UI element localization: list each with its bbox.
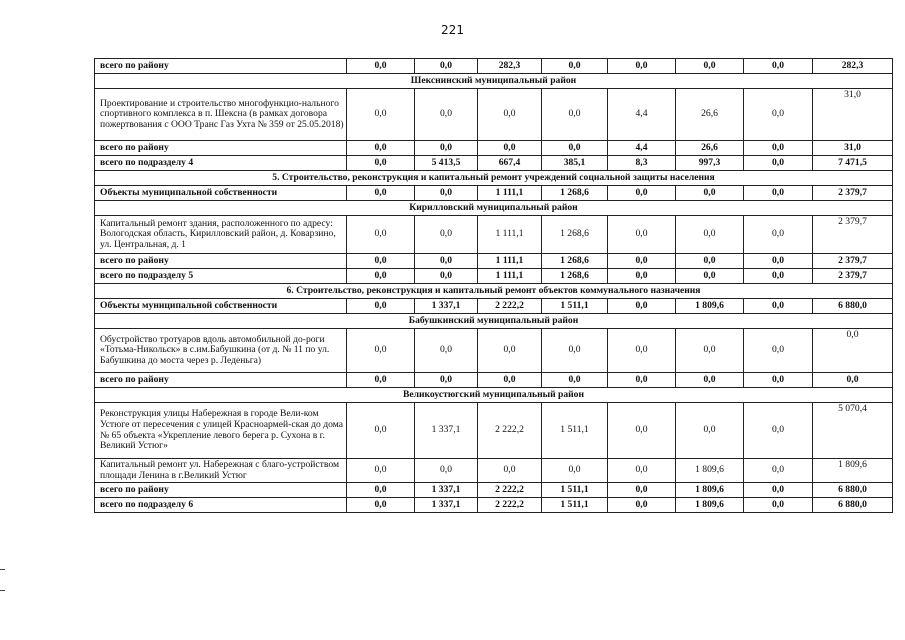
cell-value: 4,4 xyxy=(608,89,676,141)
cell-value: 1 511,1 xyxy=(542,299,608,314)
cell-value: 1 511,1 xyxy=(542,403,608,459)
cell-value: 0,0 xyxy=(608,254,676,269)
table-row xyxy=(95,59,893,74)
row-name: Капитальный ремонт здания, расположенного по адресу: Вологодская область, Кирилловский район, д. Коварзино, ул. Центральная, д. 1 xyxy=(95,216,347,254)
cell-value: 26,6 xyxy=(676,89,744,141)
cell-value: 0,0 xyxy=(478,459,542,483)
cell-value: 0,0 xyxy=(676,403,744,459)
table-row xyxy=(95,403,893,459)
table-row xyxy=(95,216,893,254)
cell-value: 0,0 xyxy=(347,299,415,314)
cell-value: 0,0 xyxy=(813,373,893,388)
cell-value: 0,0 xyxy=(542,59,608,74)
table-row xyxy=(95,141,893,156)
row-name: Обустройство тротуаров вдоль автомобильной до-роги «Тотьма-Никольск» в с.им.Бабушкина (от д. № 11 по ул. Бабушкина до моста через р. Леденьга) xyxy=(95,329,347,373)
cell-value: 4,4 xyxy=(608,141,676,156)
cell-value: 0,0 xyxy=(744,254,813,269)
cell-value: 0,0 xyxy=(676,329,744,373)
cell-value: 1 809,6 xyxy=(676,459,744,483)
table-row xyxy=(95,498,893,513)
cell-value: 0,0 xyxy=(744,89,813,141)
cell-value: 0,0 xyxy=(676,59,744,74)
cell-value: 1 511,1 xyxy=(542,498,608,513)
cell-value: 0,0 xyxy=(542,373,608,388)
row-name: всего по району xyxy=(95,141,347,156)
cell-value: 0,0 xyxy=(676,216,744,254)
cell-value: 31,0 xyxy=(813,89,893,141)
cell-value: 0,0 xyxy=(542,141,608,156)
cell-value: 1 511,1 xyxy=(542,483,608,498)
cell-value: 0,0 xyxy=(478,141,542,156)
row-name: Проектирование и строительство многофункцио-нального спортивного комплекса в п. Шексна (в рамках договора пожертвования с ООО Транс Газ Ухта № 359 от 25.05.2018) xyxy=(95,89,347,141)
row-name: Капитальный ремонт ул. Набережная с благо-устройством площади Ленина в г.Великий Устюг xyxy=(95,459,347,483)
cell-value: 0,0 xyxy=(347,403,415,459)
cell-value: 0,0 xyxy=(347,59,415,74)
row-name: всего по району xyxy=(95,254,347,269)
cell-value: 0,0 xyxy=(744,329,813,373)
cell-value: 385,1 xyxy=(542,156,608,171)
table-row xyxy=(95,254,893,269)
cell-value: 1 268,6 xyxy=(542,254,608,269)
cell-value: 0,0 xyxy=(347,269,415,284)
cell-value: 6 880,0 xyxy=(813,299,893,314)
table-row xyxy=(95,156,893,171)
cell-value: 1 337,1 xyxy=(415,498,478,513)
table-row xyxy=(95,171,893,186)
table-row xyxy=(95,201,893,216)
row-name: Реконструкция улицы Набережная в городе Вели-ком Устюге от пересечения с улицей Красноармей-ская до дома № 65 объекта «Укрепление левого берега р. Сухона в г. Великий Устюг» xyxy=(95,403,347,459)
table-row xyxy=(95,314,893,329)
cell-value: 0,0 xyxy=(744,498,813,513)
budget-table xyxy=(94,58,893,513)
table-row xyxy=(95,284,893,299)
cell-value: 0,0 xyxy=(608,373,676,388)
cell-value: 1 337,1 xyxy=(415,483,478,498)
row-name: всего по району xyxy=(95,373,347,388)
cell-value: 0,0 xyxy=(347,373,415,388)
row-name: всего по району xyxy=(95,59,347,74)
cell-value: 1 268,6 xyxy=(542,186,608,201)
cell-value: 0,0 xyxy=(415,254,478,269)
cell-value: 1 111,1 xyxy=(478,186,542,201)
table-row xyxy=(95,299,893,314)
cell-value: 0,0 xyxy=(744,403,813,459)
cell-value: 997,3 xyxy=(676,156,744,171)
cell-value: 0,0 xyxy=(744,483,813,498)
row-name: Объекты муниципальной собственности xyxy=(95,186,347,201)
cell-value: 2 222,2 xyxy=(478,403,542,459)
cell-value: 1 809,6 xyxy=(813,459,893,483)
section-header: Великоустюгский муниципальный район xyxy=(95,388,893,403)
table-row xyxy=(95,186,893,201)
cell-value: 1 809,6 xyxy=(676,483,744,498)
cell-value: 0,0 xyxy=(744,216,813,254)
cell-value: 0,0 xyxy=(347,141,415,156)
cell-value: 0,0 xyxy=(347,254,415,269)
table-row xyxy=(95,329,893,373)
cell-value: 0,0 xyxy=(347,186,415,201)
row-name: всего по подразделу 5 xyxy=(95,269,347,284)
cell-value: 0,0 xyxy=(478,373,542,388)
cell-value: 1 809,6 xyxy=(676,498,744,513)
cell-value: 0,0 xyxy=(813,329,893,373)
cell-value: 0,0 xyxy=(415,459,478,483)
cell-value: 8,3 xyxy=(608,156,676,171)
cell-value: 0,0 xyxy=(608,59,676,74)
cell-value: 0,0 xyxy=(744,459,813,483)
cell-value: 0,0 xyxy=(415,186,478,201)
table-row xyxy=(95,388,893,403)
table-row xyxy=(95,483,893,498)
cell-value: 0,0 xyxy=(415,373,478,388)
cell-value: 0,0 xyxy=(676,373,744,388)
cell-value: 0,0 xyxy=(415,89,478,141)
cell-value: 0,0 xyxy=(415,329,478,373)
cell-value: 0,0 xyxy=(347,89,415,141)
cell-value: 7 471,5 xyxy=(813,156,893,171)
cell-value: 1 268,6 xyxy=(542,269,608,284)
cell-value: 0,0 xyxy=(608,269,676,284)
cell-value: 0,0 xyxy=(608,459,676,483)
cell-value: 0,0 xyxy=(478,329,542,373)
cell-value: 0,0 xyxy=(347,329,415,373)
cell-value: 0,0 xyxy=(608,329,676,373)
cell-value: 0,0 xyxy=(347,459,415,483)
cell-value: 1 111,1 xyxy=(478,254,542,269)
cell-value: 0,0 xyxy=(415,59,478,74)
cell-value: 0,0 xyxy=(415,141,478,156)
cell-value: 0,0 xyxy=(347,156,415,171)
cell-value: 31,0 xyxy=(813,141,893,156)
cell-value: 0,0 xyxy=(542,89,608,141)
cell-value: 2 222,2 xyxy=(478,299,542,314)
cell-value: 2 379,7 xyxy=(813,254,893,269)
cell-value: 0,0 xyxy=(608,483,676,498)
cell-value: 0,0 xyxy=(608,498,676,513)
section-header: Кирилловский муниципальный район xyxy=(95,201,893,216)
cell-value: 1 111,1 xyxy=(478,216,542,254)
cell-value: 0,0 xyxy=(542,459,608,483)
table-body xyxy=(95,59,893,513)
cell-value: 0,0 xyxy=(744,299,813,314)
section-header: Шекснинский муниципальный район xyxy=(95,74,893,89)
cell-value: 282,3 xyxy=(813,59,893,74)
cell-value: 282,3 xyxy=(478,59,542,74)
cell-value: 0,0 xyxy=(744,269,813,284)
margin-mark xyxy=(0,590,5,591)
cell-value: 0,0 xyxy=(608,403,676,459)
cell-value: 26,6 xyxy=(676,141,744,156)
cell-value: 0,0 xyxy=(744,373,813,388)
table-row xyxy=(95,269,893,284)
cell-value: 0,0 xyxy=(347,483,415,498)
table-row xyxy=(95,373,893,388)
margin-mark xyxy=(0,569,5,570)
page-number: 221 xyxy=(441,23,464,37)
row-name: всего по району xyxy=(95,483,347,498)
row-name: Объекты муниципальной собственности xyxy=(95,299,347,314)
table-row xyxy=(95,89,893,141)
cell-value: 0,0 xyxy=(744,186,813,201)
cell-value: 0,0 xyxy=(744,141,813,156)
cell-value: 0,0 xyxy=(415,216,478,254)
cell-value: 6 880,0 xyxy=(813,483,893,498)
section-header: 5. Строительство, реконструкция и капитальный ремонт учреждений социальной защиты населения xyxy=(95,171,893,186)
cell-value: 0,0 xyxy=(608,299,676,314)
cell-value: 2 379,7 xyxy=(813,269,893,284)
cell-value: 2 379,7 xyxy=(813,216,893,254)
cell-value: 0,0 xyxy=(676,186,744,201)
cell-value: 2 222,2 xyxy=(478,483,542,498)
cell-value: 1 268,6 xyxy=(542,216,608,254)
cell-value: 667,4 xyxy=(478,156,542,171)
cell-value: 5 070,4 xyxy=(813,403,893,459)
cell-value: 1 337,1 xyxy=(415,299,478,314)
cell-value: 1 337,1 xyxy=(415,403,478,459)
cell-value: 0,0 xyxy=(415,269,478,284)
table-row xyxy=(95,459,893,483)
cell-value: 2 222,2 xyxy=(478,498,542,513)
cell-value: 2 379,7 xyxy=(813,186,893,201)
cell-value: 0,0 xyxy=(608,186,676,201)
cell-value: 0,0 xyxy=(347,498,415,513)
row-name: всего по подразделу 4 xyxy=(95,156,347,171)
section-header: Бабушкинский муниципальный район xyxy=(95,314,893,329)
cell-value: 5 413,5 xyxy=(415,156,478,171)
table-row xyxy=(95,74,893,89)
cell-value: 1 809,6 xyxy=(676,299,744,314)
cell-value: 0,0 xyxy=(542,329,608,373)
cell-value: 0,0 xyxy=(676,254,744,269)
cell-value: 0,0 xyxy=(744,156,813,171)
cell-value: 0,0 xyxy=(608,216,676,254)
cell-value: 0,0 xyxy=(478,89,542,141)
cell-value: 1 111,1 xyxy=(478,269,542,284)
cell-value: 0,0 xyxy=(744,59,813,74)
row-name: всего по подразделу 6 xyxy=(95,498,347,513)
section-header: 6. Строительство, реконструкция и капитальный ремонт объектов коммунального назначения xyxy=(95,284,893,299)
cell-value: 0,0 xyxy=(347,216,415,254)
cell-value: 6 880,0 xyxy=(813,498,893,513)
cell-value: 0,0 xyxy=(676,269,744,284)
